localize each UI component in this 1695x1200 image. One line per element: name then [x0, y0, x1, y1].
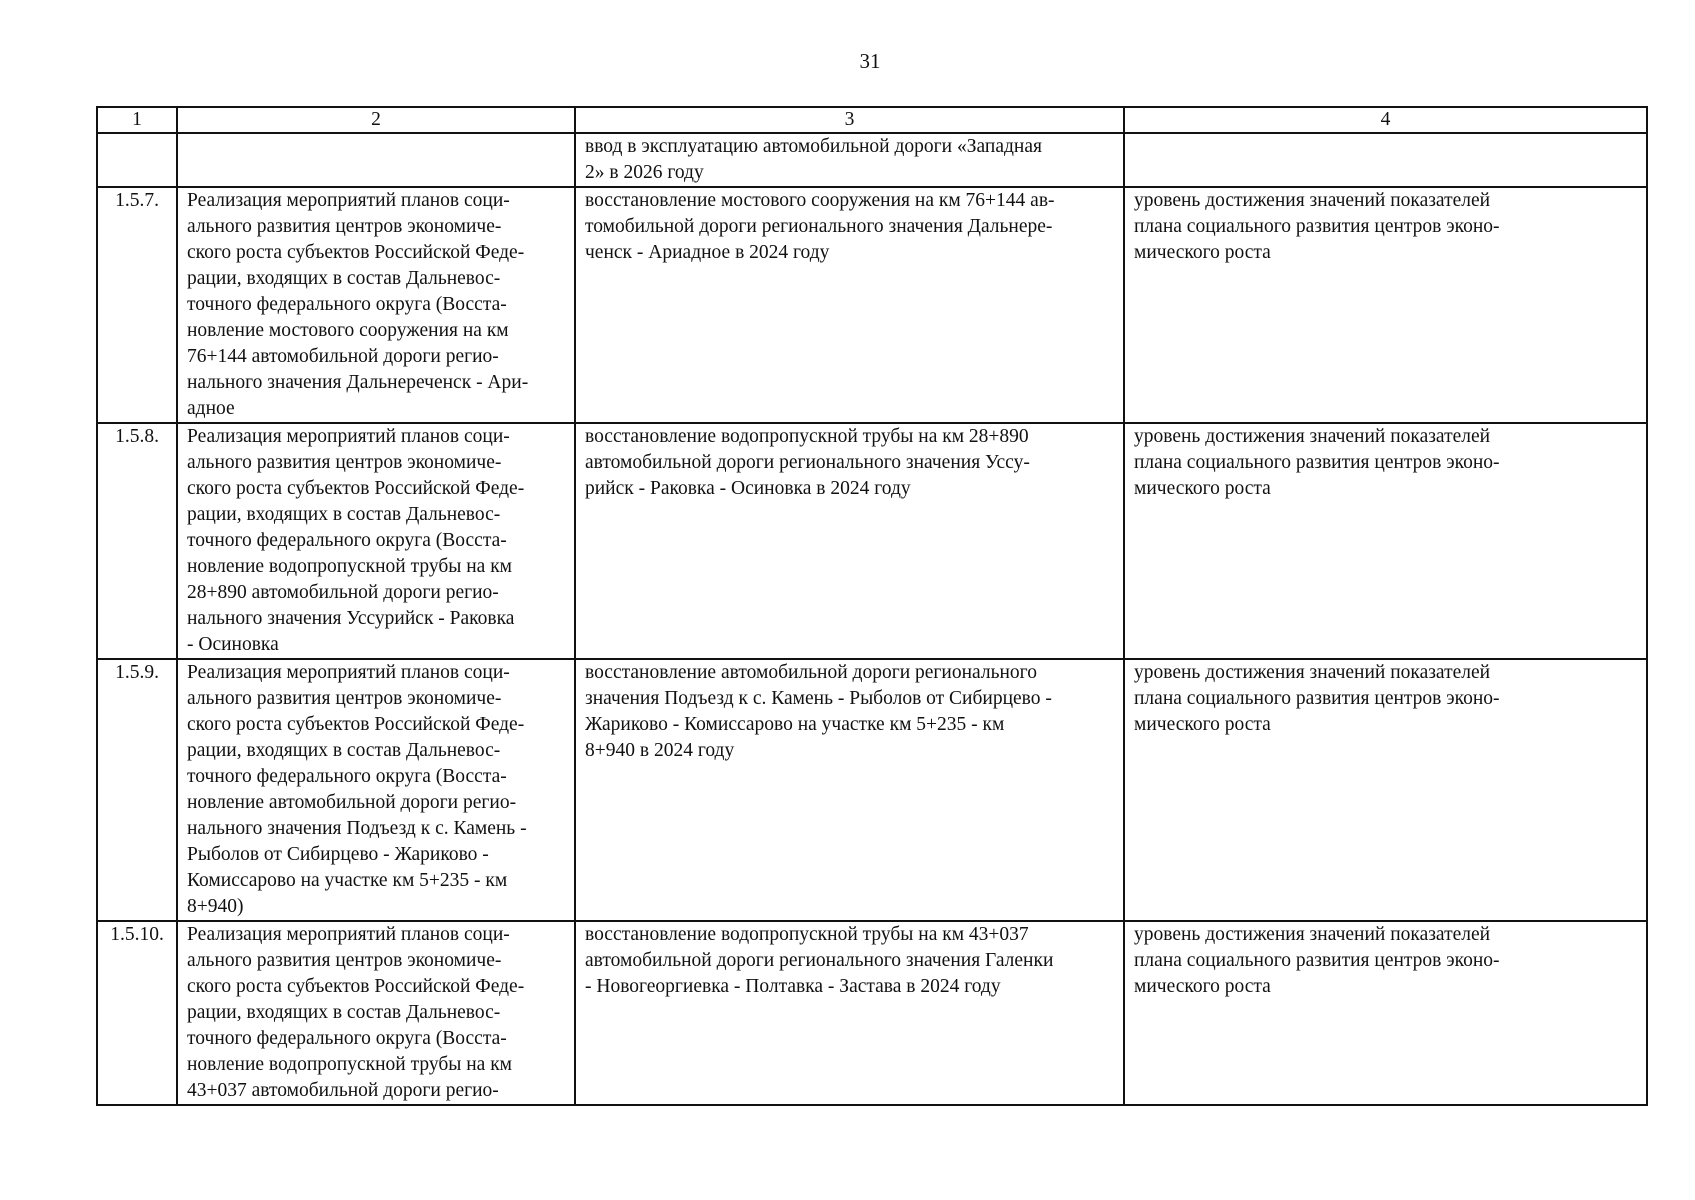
measure-name-line: новление автомобильной дороги регио-	[187, 792, 517, 813]
measure-result-cell	[575, 423, 1124, 659]
measure-result-line: рийск - Раковка - Осиновка в 2024 году	[585, 478, 911, 499]
measure-indicator-line: мического роста	[1134, 714, 1271, 735]
measure-result-line: - Новогеоргиевка - Полтавка - Застава в 2024 году	[585, 976, 1001, 997]
header-col-3: 3	[575, 107, 1124, 133]
measure-name-line: новление водопропускной трубы на км	[187, 1054, 513, 1075]
table-row	[97, 187, 1647, 423]
measure-name-line: рации, входящих в состав Дальневос-	[187, 740, 501, 761]
measure-result-line: Жариково - Комиссарово на участке км 5+235 - км	[585, 714, 1005, 735]
measure-name-line: 76+144 автомобильной дороги регио-	[187, 346, 499, 367]
measure-name-line: новление водопропускной трубы на км	[187, 556, 513, 577]
row-number: 1.5.10.	[97, 921, 177, 1105]
measure-name-line: - Осиновка	[187, 634, 279, 655]
measure-result-line: 8+940 в 2024 году	[585, 740, 735, 761]
measure-name-line: Комиссарово на участке км 5+235 - км	[187, 870, 508, 891]
table-row	[97, 921, 1647, 1105]
measure-name-line: точного федерального округа (Восста-	[187, 1028, 507, 1049]
measure-indicator-line: плана социального развития центров эконо-	[1134, 216, 1500, 237]
measure-name-cell	[177, 423, 575, 659]
measure-indicator-line: уровень достижения значений показателей	[1134, 190, 1491, 211]
measure-name-line: рации, входящих в состав Дальневос-	[187, 268, 501, 289]
measure-name-line: рации, входящих в состав Дальневос-	[187, 504, 501, 525]
header-col-2: 2	[177, 107, 575, 133]
measure-name-line: 8+940)	[187, 896, 244, 917]
row-number	[97, 133, 177, 187]
measure-name-line: ского роста субъектов Российской Феде-	[187, 976, 525, 997]
table-row	[97, 423, 1647, 659]
measure-result-cell	[575, 187, 1124, 423]
measure-result-line: 2» в 2026 году	[585, 162, 704, 183]
table-row	[97, 659, 1647, 921]
measure-name-cell	[177, 133, 575, 187]
measure-name-cell	[177, 921, 575, 1105]
header-col-1: 1	[97, 107, 177, 133]
measure-indicator-line: плана социального развития центров эконо-	[1134, 688, 1500, 709]
measure-indicator-line: уровень достижения значений показателей	[1134, 426, 1491, 447]
measure-name-line: Реализация мероприятий планов соци-	[187, 662, 510, 683]
measure-result-line: автомобильной дороги регионального значения Уссу-	[585, 452, 1030, 473]
measure-result-line: ченск - Ариадное в 2024 году	[585, 242, 830, 263]
measure-name-line: ального развития центров экономиче-	[187, 950, 502, 971]
measure-result-line: восстановление водопропускной трубы на км 28+890	[585, 426, 1029, 447]
measure-name-line: новление мостового сооружения на км	[187, 320, 509, 341]
measure-name-line: адное	[187, 398, 235, 419]
measure-result-cell	[575, 921, 1124, 1105]
measure-result-line: значения Подъезд к с. Камень - Рыболов от Сибирцево -	[585, 688, 1052, 709]
row-number: 1.5.7.	[97, 187, 177, 423]
measure-indicator-line: мического роста	[1134, 976, 1271, 997]
measure-result-line: ввод в эксплуатацию автомобильной дороги «Западная	[585, 136, 1042, 157]
measure-name-line: нального значения Подъезд к с. Камень -	[187, 818, 527, 839]
table-row	[97, 133, 1647, 187]
measure-name-line: рации, входящих в состав Дальневос-	[187, 1002, 501, 1023]
measure-indicator-line: плана социального развития центров эконо-	[1134, 452, 1500, 473]
measure-result-line: восстановление мостового сооружения на км 76+144 ав-	[585, 190, 1055, 211]
measure-indicator-line: уровень достижения значений показателей	[1134, 924, 1491, 945]
measure-name-line: нального значения Дальнереченск - Ари-	[187, 372, 529, 393]
measure-name-line: точного федерального округа (Восста-	[187, 294, 507, 315]
header-row	[97, 107, 1647, 133]
measure-name-line: Рыболов от Сибирцево - Жариково -	[187, 844, 489, 865]
measure-indicator-cell	[1124, 921, 1647, 1105]
row-number: 1.5.8.	[97, 423, 177, 659]
page-number: 31	[859, 49, 881, 73]
measure-name-cell	[177, 659, 575, 921]
measure-name-line: ального развития центров экономиче-	[187, 216, 502, 237]
measure-result-line: восстановление водопропускной трубы на км 43+037	[585, 924, 1029, 945]
measure-result-cell	[575, 659, 1124, 921]
measure-name-line: точного федерального округа (Восста-	[187, 530, 507, 551]
measure-name-line: ального развития центров экономиче-	[187, 452, 502, 473]
measure-indicator-cell	[1124, 133, 1647, 187]
measure-name-line: 28+890 автомобильной дороги регио-	[187, 582, 499, 603]
measure-name-line: нального значения Уссурийск - Раковка	[187, 608, 515, 629]
measure-name-line: ского роста субъектов Российской Феде-	[187, 714, 525, 735]
measure-indicator-cell	[1124, 423, 1647, 659]
table-body	[97, 133, 1647, 1105]
measure-result-line: томобильной дороги регионального значения Дальнере-	[585, 216, 1053, 237]
measure-indicator-line: уровень достижения значений показателей	[1134, 662, 1491, 683]
measure-result-line: автомобильной дороги регионального значения Галенки	[585, 950, 1054, 971]
measure-name-line: ского роста субъектов Российской Феде-	[187, 478, 525, 499]
measure-name-line: Реализация мероприятий планов соци-	[187, 426, 510, 447]
measure-indicator-line: мического роста	[1134, 478, 1271, 499]
measure-name-line: Реализация мероприятий планов соци-	[187, 924, 510, 945]
measure-indicator-line: мического роста	[1134, 242, 1271, 263]
measure-indicator-line: плана социального развития центров эконо-	[1134, 950, 1500, 971]
row-number: 1.5.9.	[97, 659, 177, 921]
measure-result-cell	[575, 133, 1124, 187]
measure-result-line: восстановление автомобильной дороги регионального	[585, 662, 1037, 683]
measure-indicator-cell	[1124, 187, 1647, 423]
measures-table	[96, 106, 1648, 1106]
measure-name-line: Реализация мероприятий планов соци-	[187, 190, 510, 211]
measure-name-line: ального развития центров экономиче-	[187, 688, 502, 709]
measure-name-line: точного федерального округа (Восста-	[187, 766, 507, 787]
measure-name-line: ского роста субъектов Российской Феде-	[187, 242, 525, 263]
header-col-4: 4	[1124, 107, 1647, 133]
measure-name-cell	[177, 187, 575, 423]
measure-indicator-cell	[1124, 659, 1647, 921]
measure-name-line: 43+037 автомобильной дороги регио-	[187, 1080, 499, 1101]
